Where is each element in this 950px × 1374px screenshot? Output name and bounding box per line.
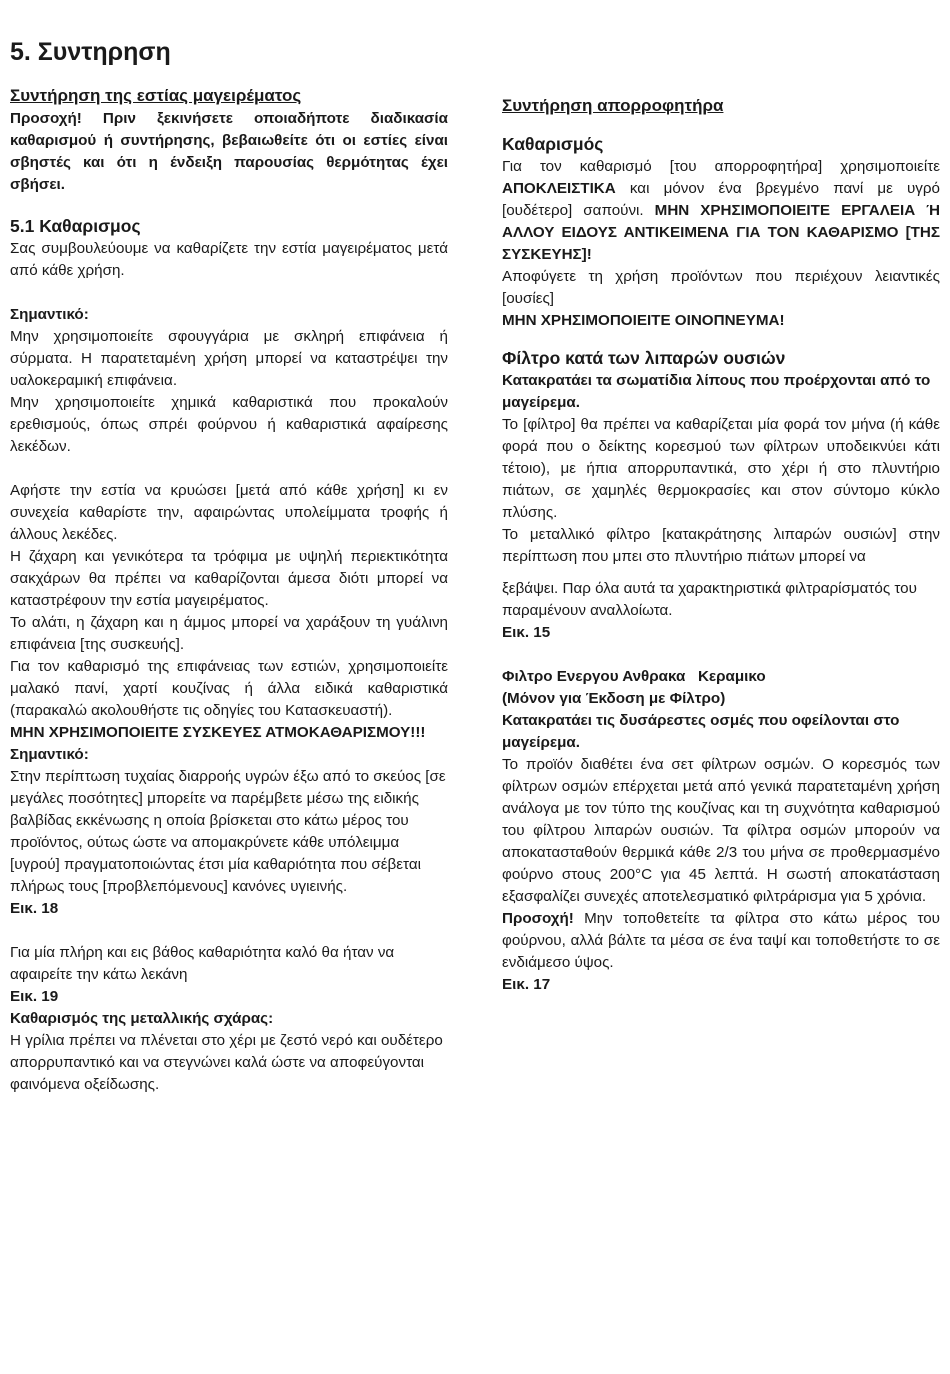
sugar-text: Η ζάχαρη και γενικότερα τα τρόφιμα με υψηλή περιεκτικότητα σακχάρων θα πρέπει να καθαρίζονται άμεσα διότι μπορεί να καταστρέφουν την εστία μαγειρέματος. xyxy=(10,548,448,609)
figure-17-label: Εικ. 17 xyxy=(502,976,551,993)
grease-filter-subtitle: Κατακρατάει τα σωματίδια λίπους που προέρχονται από το μαγείρεμα. xyxy=(502,372,931,411)
carbon-filter-version: (Μόνον για Έκδοση με Φίλτρο) xyxy=(502,690,726,707)
safety-warning: Προσοχή! Πριν ξεκινήσετε οποιαδήποτε διαδικασία καθαρισμού ή συντήρησης, βεβαιωθείτε ότι οι εστίες είναι σβηστές και ότι η ένδειξη παρουσίας θερμότητας έχει σβήσει. xyxy=(10,110,448,193)
chemicals-text: Μην χρησιμοποιείτε χημικά καθαριστικά που προκαλούν ερεθισμούς, όπως σπρέι φούρνου ή καθαριστικά αφαίρεσης λεκέδων. xyxy=(10,394,448,455)
figure-15-label: Εικ. 15 xyxy=(502,624,551,641)
cleaning-heading: 5.1 Καθαρισμος xyxy=(10,216,141,236)
abrasive-text: Αποφύγετε τη χρήση προϊόντων που περιέχουν λειαντικές [ουσίες] xyxy=(502,268,940,307)
basin-text: Για μία πλήρη και εις βάθος καθαριότητα καλό θα ήταν να αφαιρείτε την κάτω λεκάνη xyxy=(10,944,395,983)
figure-18-label: Εικ. 18 xyxy=(10,900,59,917)
grill-heading: Καθαρισμός της μεταλλικής σχάρας: xyxy=(10,1010,274,1027)
right-column xyxy=(502,94,940,996)
grease-filter-heading: Φίλτρο κατά των λιπαρών ουσιών xyxy=(502,348,786,368)
left-column xyxy=(10,84,448,1096)
grease-filter-text-2: Το μεταλλικό φίλτρο [κατακράτησης λιπαρών ουσιών] στην περίπτωση που μπει στο πλυντήριο πιάτων μπορεί να xyxy=(502,526,940,565)
attention-text: Προσοχή! Μην τοποθετείτε τα φίλτρα στο κάτω μέρος του φούρνου, αλλά βάλτε τα μέσα σε ένα ταψί και τοποθετήστε το σε ενδιάμεσο ύψος. xyxy=(502,910,940,971)
page-title: 5. Συντηρηση xyxy=(10,38,171,66)
hood-maintenance-heading: Συντήρηση απορροφητήρα xyxy=(502,96,724,115)
alcohol-warning: ΜΗΝ ΧΡΗΣΙΜΟΠΟΙΕΙΤΕ ΟΙΝΟΠΝΕΥΜΑ! xyxy=(502,312,785,329)
carbon-filter-heading: Φιλτρο Ενεργου Ανθρακα Κεραμικο xyxy=(502,668,766,685)
carbon-filter-subtitle: Κατακρατάει τις δυσάρεστες οσμές που οφείλονται στο μαγείρεμα. xyxy=(502,712,900,751)
steam-warning: ΜΗΝ ΧΡΗΣΙΜΟΠΟΙΕΙΤΕ ΣΥΣΚΕΥΕΣ ΑΤΜΟΚΑΘΑΡΙΣΜΟΥ!!! xyxy=(10,724,426,741)
cool-text: Αφήστε την εστία να κρυώσει [μετά από κάθε χρήση] κι εν συνεχεία καθαρίστε την, αφαιρώντας υπολείμματα τροφής ή άλλους λεκέδες. xyxy=(10,482,448,543)
grease-filter-text-3: ξεβάψει. Παρ όλα αυτά τα χαρακτηριστικά φιλτραρίσματός του παραμένουν αναλλοίωτα. xyxy=(502,580,917,619)
grill-text: Η γρίλια πρέπει να πλένεται στο χέρι με ζεστό νερό και ουδέτερο απορρυπαντικό και να στεγνώνει καλά ώστε να αποφεύγονται φαινόμενα οξείδωσης. xyxy=(10,1032,443,1093)
grease-filter-text-1: Το [φίλτρο] θα πρέπει να καθαρίζεται μία φορά τον μήνα (ή κάθε φορά που ο δείκτης κορεσμού των φίλτρων υποδεικνύει κάτι τέτοιο), με ήπια απορρυπαντικά, στο χέρι ή στο πλυντήριο πιάτων, σε χαμηλές θερμοκρασίες και στον σύντομο κύκλο πλύσης. xyxy=(502,416,940,521)
hood-cleaning-text: Για τον καθαρισμό [του απορροφητήρα] χρησιμοποιείτε ΑΠΟΚΛΕΙΣΤΙΚΑ και μόνον ένα βρεγμένο πανί με υγρό [ουδέτερο] σαπούνι. ΜΗΝ ΧΡΗΣΙΜΟΠΟΙΕΙΤΕ ΕΡΓΑΛΕΙΑ Ή ΑΛΛΟΥ ΕΙΔΟΥΣ ΑΝΤΙΚΕΙΜΕΝΑ ΓΙΑ ΤΟΝ ΚΑΘΑΡΙΣΜΟ [ΤΗΣ ΣΥΣΚΕΥΗΣ]! xyxy=(502,158,940,263)
hood-cleaning-heading: Καθαρισμός xyxy=(502,134,604,154)
important-label: Σημαντικό: xyxy=(10,306,89,323)
spill-text: Στην περίπτωση τυχαίας διαρροής υγρών έξω από το σκεύος [σε μεγάλες ποσότητες] μπορείτε να παρέμβετε μέσω της ειδικής βαλβίδας εκκένωσης η οποία βρίσκεται στο κάτω μέρος του προϊόντος, ούτως ώστε να απομακρύνετε κάθε υπόλειμμα [υγρού] πραγματοποιώντας έτσι μία καθαριότητα που σέβεται πλήρως τους [προβλεπόμενους] κανόνες υγιεινής. xyxy=(10,768,446,895)
important-label-2: Σημαντικό: xyxy=(10,746,89,763)
surface-text: Για τον καθαρισμό της επιφάνειας των εστιών, χρησιμοποιείτε μαλακό πανί, χαρτί κουζίνας ή άλλα ειδικά καθαριστικά (παρακαλώ ακολουθήστε τις οδηγίες του Κατασκευαστή). xyxy=(10,658,448,719)
figure-19-label: Εικ. 19 xyxy=(10,988,59,1005)
cleaning-text: Σας συμβουλεύουμε να καθαρίζετε την εστία μαγειρέματος μετά από κάθε χρήση. xyxy=(10,240,448,279)
sponge-text: Μην χρησιμοποιείτε σφουγγάρια με σκληρή επιφάνεια ή σύρματα. Η παρατεταμένη χρήση μπορεί να καταστρέψει την υαλοκεραμική επιφάνεια. xyxy=(10,328,448,389)
salt-text: Το αλάτι, η ζάχαρη και η άμμος μπορεί να χαράξουν τη γυάλινη επιφάνεια [της συσκευής]. xyxy=(10,614,448,653)
hob-maintenance-heading: Συντήρηση της εστίας μαγειρέματος xyxy=(10,86,302,105)
carbon-filter-text: Το προϊόν διαθέτει ένα σετ φίλτρων οσμών. Ο κορεσμός των φίλτρων οσμών επέρχεται μετά από γενικά παρατεταμένη χρήση ανάλογα με τον τύπο της κουζίνας και τη συχνότητα καθαρισμού του φίλτρου λιπαρών ουσιών. Τα φίλτρα οσμών μπορούν να αποκατασταθούν θερμικά κάθε 2/3 του μήνα σε προθερμασμένο φούρνο στους 200°C για 45 λεπτά. Η σωστή αποκατάσταση εξασφαλίζει συνεχές αποτελεσματικό φιλτράρισμα για 5 χρόνια. xyxy=(502,756,940,905)
